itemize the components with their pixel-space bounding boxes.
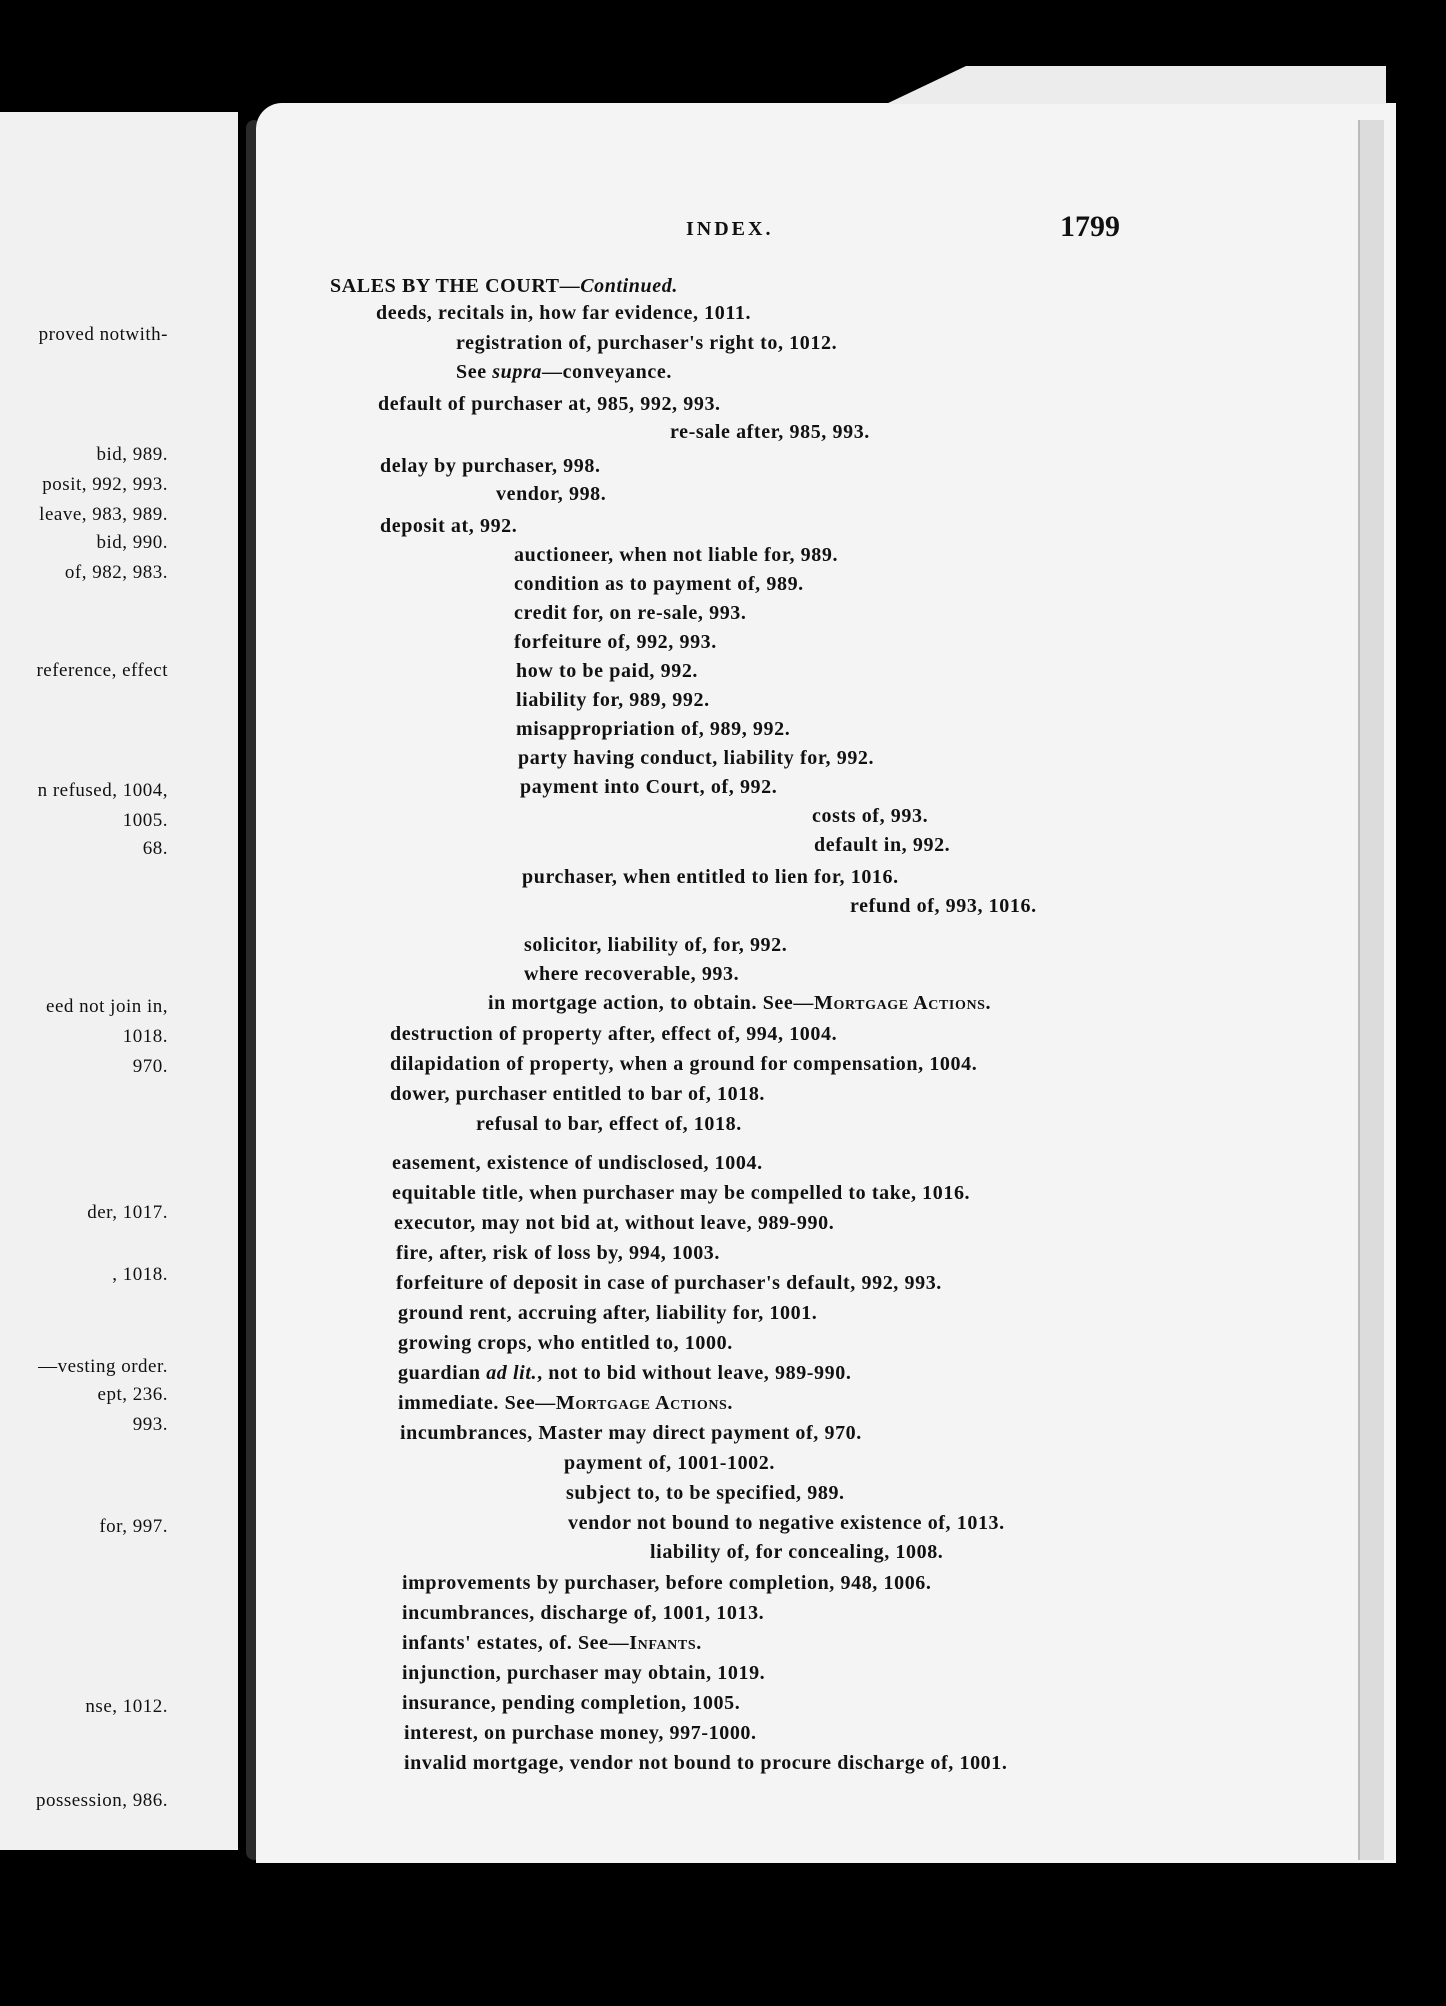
index-subentry: payment into Court, of, 992. <box>520 776 778 798</box>
index-entry: ground rent, accruing after, liability for, 1001. <box>398 1302 818 1324</box>
left-page-fragment: bid, 989. <box>96 444 168 465</box>
index-entry: injunction, purchaser may obtain, 1019. <box>402 1662 766 1684</box>
left-page-fragment: leave, 983, 989. <box>39 504 168 525</box>
index-entry: deeds, recitals in, how far evidence, 1011. <box>376 302 752 324</box>
index-subentry: credit for, on re-sale, 993. <box>514 602 747 624</box>
index-entry: executor, may not bid at, without leave, 989-990. <box>394 1212 835 1234</box>
cross-reference: See supra—conveyance. <box>456 361 672 383</box>
index-subentry: liability for, 989, 992. <box>516 689 710 711</box>
index-entry: forfeiture of deposit in case of purchaser's default, 992, 993. <box>396 1272 942 1294</box>
left-page-fragment: bid, 990. <box>96 532 168 553</box>
index-entry: guardian ad lit., not to bid without leave, 989-990. <box>398 1362 852 1384</box>
index-subentry: forfeiture of, 992, 993. <box>514 631 717 653</box>
index-entry: default of purchaser at, 985, 992, 993. <box>378 393 721 415</box>
index-subentry: where recoverable, 993. <box>524 963 740 985</box>
left-page-fragment: —vesting order. <box>38 1356 168 1377</box>
index-entry: destruction of property after, effect of, 994, 1004. <box>390 1023 838 1045</box>
page-number: 1799 <box>1060 210 1120 243</box>
left-page-fragment: possession, 986. <box>35 1790 168 1811</box>
index-entry: insurance, pending completion, 1005. <box>402 1692 741 1714</box>
left-page-fragment: 1018. <box>122 1026 168 1047</box>
index-entry: incumbrances, Master may direct payment of, 970. <box>400 1422 862 1444</box>
cross-reference: immediate. See—Mortgage Actions. <box>398 1392 734 1414</box>
left-page-fragment: proved notwith- <box>38 324 168 345</box>
index-subentry: condition as to payment of, 989. <box>514 573 804 595</box>
left-page-fragment: 1005. <box>122 810 168 831</box>
index-subentry: liability of, for concealing, 1008. <box>650 1541 944 1563</box>
index-subentry: party having conduct, liability for, 992. <box>518 747 875 769</box>
index-subentry: re-sale after, 985, 993. <box>670 421 870 443</box>
index-subentry: auctioneer, when not liable for, 989. <box>514 544 839 566</box>
index-subentry: misappropriation of, 989, 992. <box>516 718 791 740</box>
index-entry: invalid mortgage, vendor not bound to procure discharge of, 1001. <box>404 1752 1008 1774</box>
index-entry: equitable title, when purchaser may be compelled to take, 1016. <box>392 1182 971 1204</box>
section-heading: SALES BY THE COURT—Continued. <box>330 275 678 297</box>
index-entry: incumbrances, discharge of, 1001, 1013. <box>402 1602 765 1624</box>
left-page-fragment: of, 982, 983. <box>64 562 168 583</box>
index-entry: fire, after, risk of loss by, 994, 1003. <box>396 1242 720 1264</box>
index-subentry: solicitor, liability of, for, 992. <box>524 934 788 956</box>
left-page-fragment: for, 997. <box>99 1516 168 1537</box>
index-subentry: refusal to bar, effect of, 1018. <box>476 1113 742 1135</box>
left-page-fragment: 68. <box>142 838 168 859</box>
facing-page-fragment <box>0 112 238 1850</box>
left-page-fragment: nse, 1012. <box>85 1696 168 1717</box>
left-page-fragment: reference, effect <box>36 660 168 681</box>
running-header: INDEX. <box>686 218 774 240</box>
index-subentry: how to be paid, 992. <box>516 660 699 682</box>
index-subentry: registration of, purchaser's right to, 1012. <box>456 332 838 354</box>
cross-reference: infants' estates, of. See—Infants. <box>402 1632 702 1654</box>
index-entry: growing crops, who entitled to, 1000. <box>398 1332 733 1354</box>
left-page-fragment: 970. <box>132 1056 168 1077</box>
index-entry: dower, purchaser entitled to bar of, 1018. <box>390 1083 766 1105</box>
index-entry: delay by purchaser, 998. <box>380 455 601 477</box>
left-page-fragment: n refused, 1004, <box>37 780 168 801</box>
index-subentry: refund of, 993, 1016. <box>850 895 1037 917</box>
index-entry: easement, existence of undisclosed, 1004. <box>392 1152 763 1174</box>
index-entry: interest, on purchase money, 997-1000. <box>404 1722 757 1744</box>
index-subentry: purchaser, when entitled to lien for, 1016. <box>522 866 899 888</box>
left-page-fragment: der, 1017. <box>87 1202 168 1223</box>
left-page-fragment: , 1018. <box>112 1264 168 1285</box>
page-edge <box>1358 120 1384 1860</box>
index-page <box>256 103 1396 1863</box>
folded-corner <box>886 66 1386 104</box>
index-subentry: vendor, 998. <box>496 483 607 505</box>
left-page-fragment: eed not join in, <box>46 996 168 1017</box>
index-subentry: payment of, 1001-1002. <box>564 1452 775 1474</box>
index-subentry: default in, 992. <box>814 834 951 856</box>
left-page-fragment: posit, 992, 993. <box>42 474 168 495</box>
index-subentry: vendor not bound to negative existence of, 1013. <box>568 1512 1005 1534</box>
index-subentry: costs of, 993. <box>812 805 929 827</box>
left-page-fragment: ept, 236. <box>97 1384 168 1405</box>
index-entry: deposit at, 992. <box>380 515 518 537</box>
index-entry: improvements by purchaser, before completion, 948, 1006. <box>402 1572 932 1594</box>
left-page-fragment: 993. <box>132 1414 168 1435</box>
index-entry: dilapidation of property, when a ground for compensation, 1004. <box>390 1053 978 1075</box>
cross-reference: in mortgage action, to obtain. See—Mortgage Actions. <box>488 992 992 1014</box>
index-subentry: subject to, to be specified, 989. <box>566 1482 845 1504</box>
